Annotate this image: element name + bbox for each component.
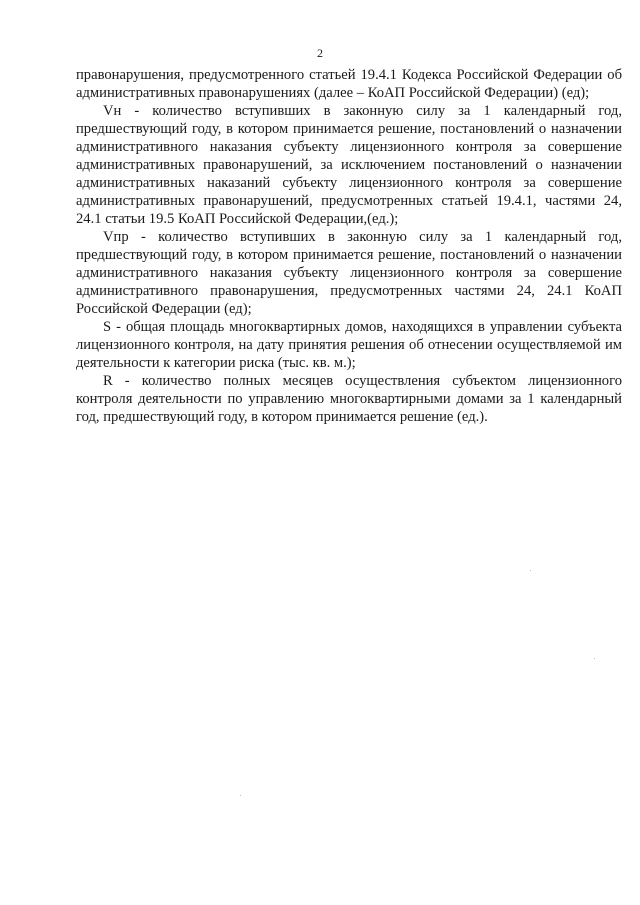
scan-speck	[530, 570, 531, 571]
paragraph-continuation: правонарушения, предусмотренного статьей 19.4.1 Кодекса Российской Федерации об административных правонарушениях (далее – КоАП Российской Федерации) (ед);	[76, 67, 622, 101]
paragraph-s-definition: S - общая площадь многоквартирных домов, находящихся в управлении субъекта лицензионного контроля, на дату принятия решения об отнесении осуществляемой им деятельности к категории риска (тыс. кв. м.);	[76, 319, 622, 371]
paragraph-vpr-definition: Vпр - количество вступивших в законную силу за 1 календарный год, предшествующий году, в котором принимается решение, постановлений о назначении административного наказания субъекту лицензионного контроля за совершение административного правонарушения, предусмотренных частями 24, 24.1 КоАП Российской Федерации (ед);	[76, 229, 622, 317]
paragraph-vn-definition: Vн - количество вступивших в законную силу за 1 календарный год, предшествующий году, в котором принимается решение, постановлений о назначении административного наказания субъекту лицензионного контроля за совершение административных правонарушений, за исключением постановлений о назначении административных наказаний субъекту лицензионного контроля за совершение административных правонарушений, предусмотренных статьей 19.4.1, частями 24, 24.1 статьи 19.5 КоАП Российской Федерации,(ед.);	[76, 103, 622, 227]
document-body	[76, 66, 622, 426]
page-number: 2	[317, 46, 323, 60]
paragraph-r-definition: R - количество полных месяцев осуществления субъектом лицензионного контроля деятельности по управлению многоквартирными домами за 1 календарный год, предшествующий году, в котором принимается решение (ед.).	[76, 373, 622, 425]
scan-speck	[594, 658, 595, 659]
scan-speck	[240, 795, 241, 796]
